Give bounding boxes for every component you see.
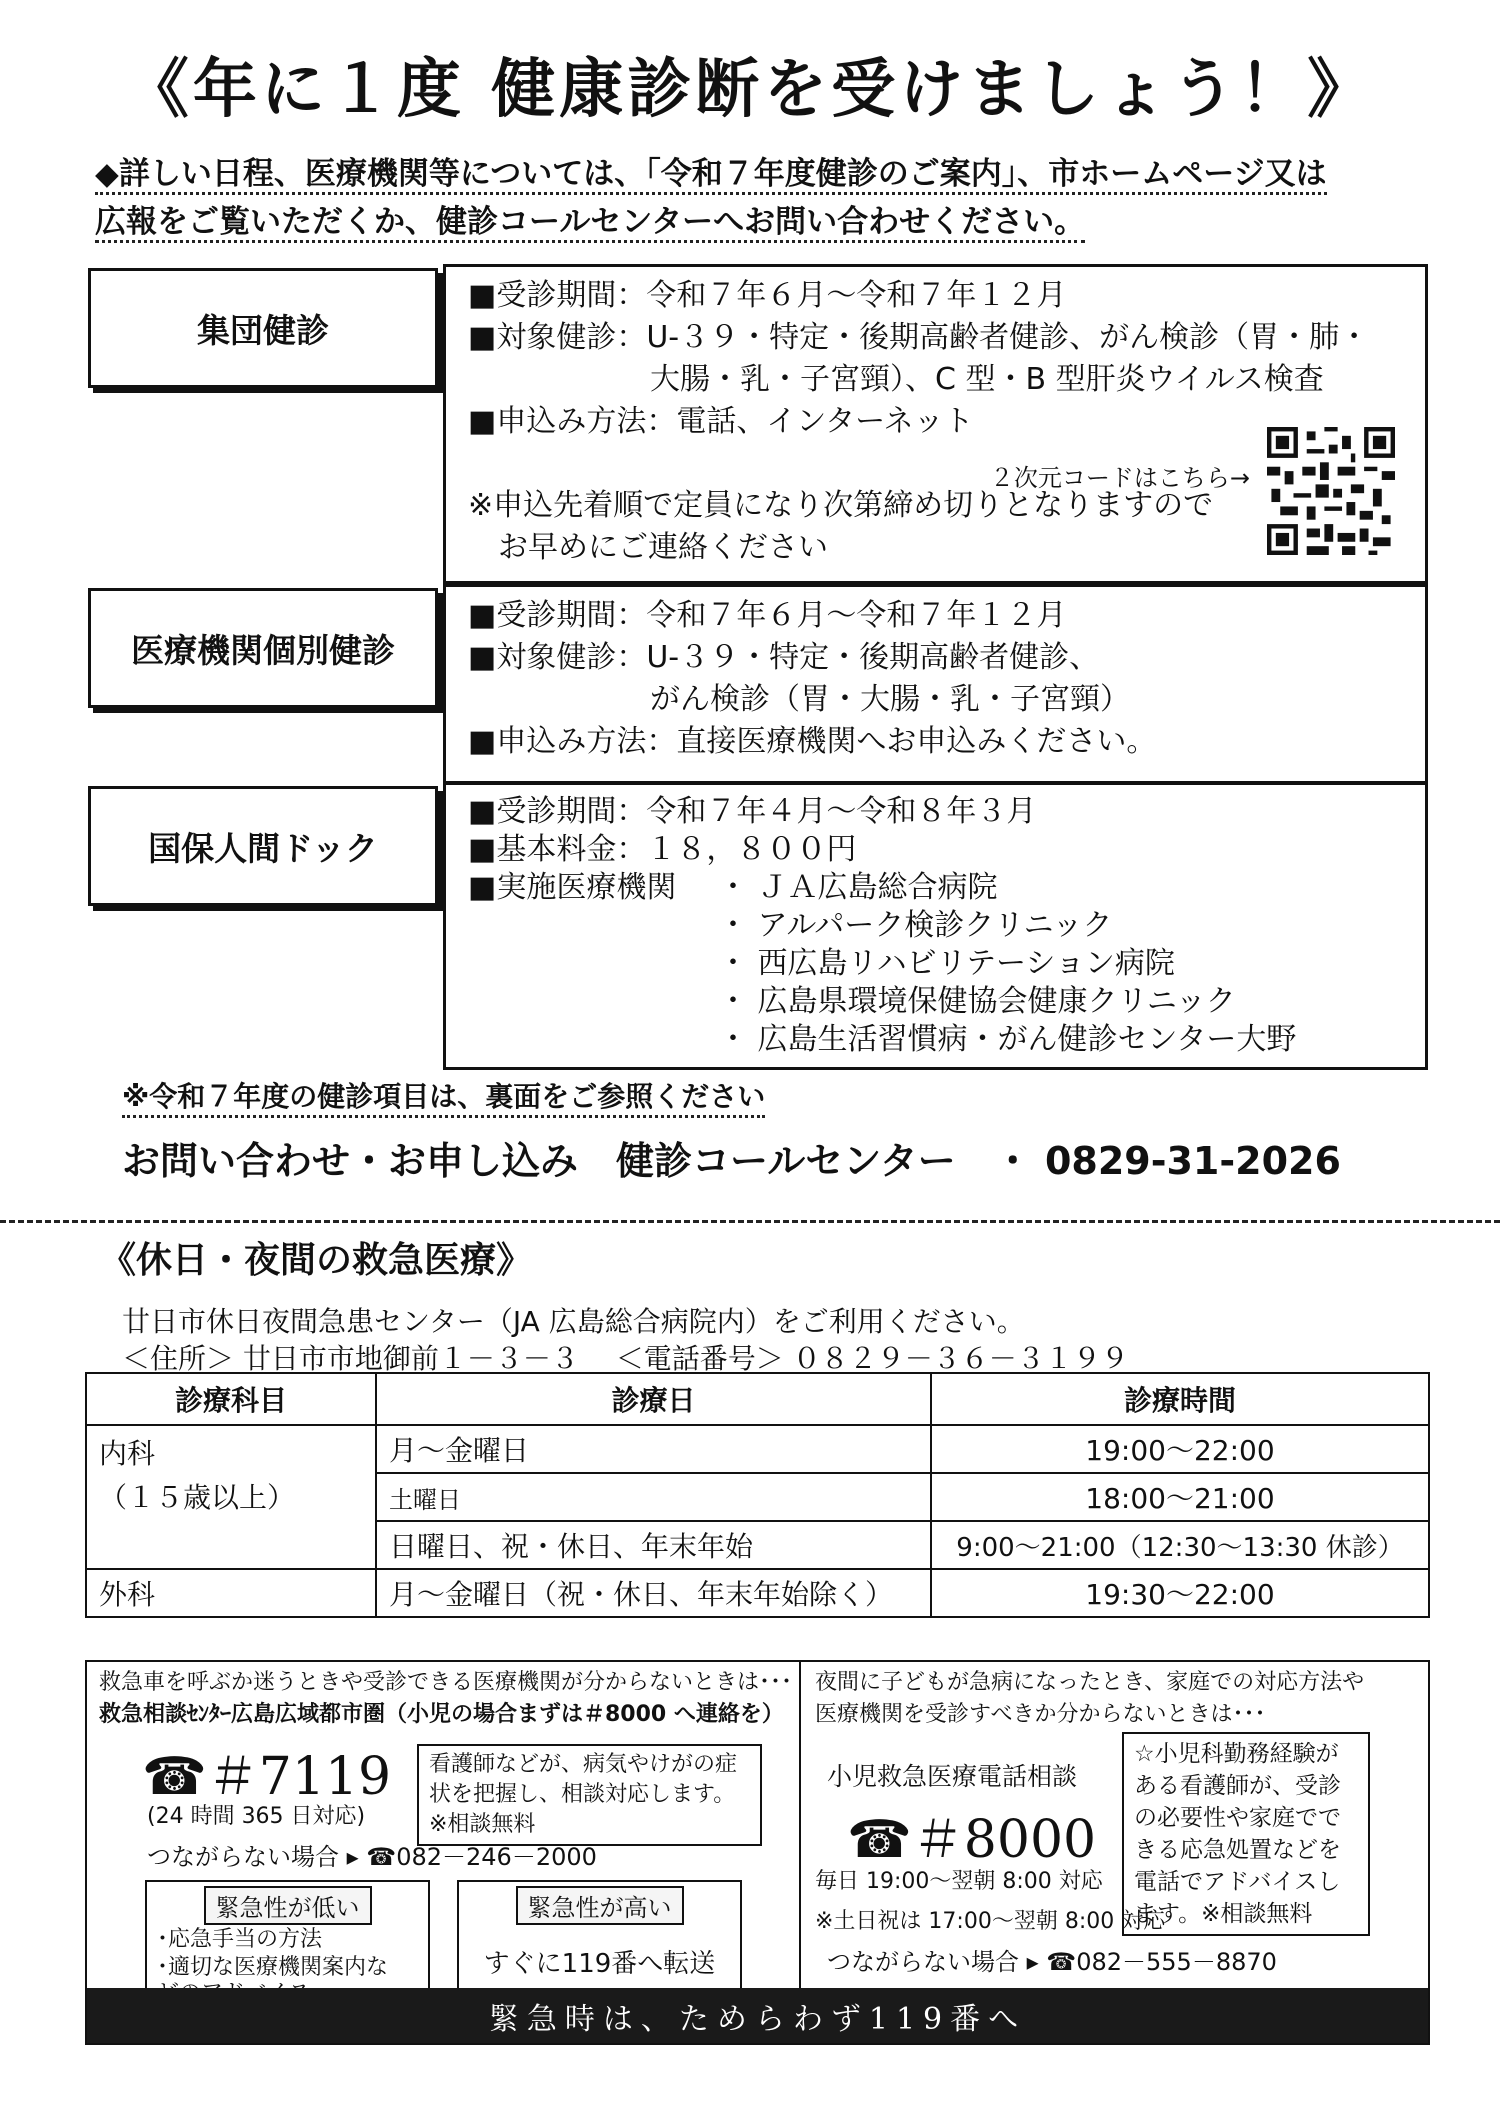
- consultation-box: [85, 1660, 1430, 2045]
- number-7119[interactable]: ☎＃7119: [142, 1747, 392, 1807]
- qr-caption: ２次元コードはこちら→: [989, 464, 1250, 492]
- dock-content: [443, 782, 1428, 1070]
- fallback-7119[interactable]: つながらない場合 ▸ ☎082－246－2000: [147, 1843, 597, 1871]
- dock-period: ■受診期間：令和７年４月～令和８年３月: [468, 794, 1037, 829]
- dock-institution-label: ■実施医療機関: [468, 870, 677, 905]
- hours-7119: (24 時間 365 日対応): [147, 1804, 366, 1829]
- hours-8000: 毎日 19:00～翌朝 8:00 対応: [815, 1869, 1103, 1894]
- group-apply: ■申込み方法：電話、インターネット: [468, 404, 974, 439]
- internal-medicine: 内科 （１５歳以上）: [86, 1425, 376, 1569]
- emergency-address: ＜住所＞ 廿日市市地御前１－３－３ ＜電話番号＞ ０８２９－３６－３１９９: [122, 1342, 1129, 1375]
- weekday-day: 月～金曜日: [376, 1425, 931, 1473]
- individual-target-1: ■対象健診：U-３９・特定・後期高齢者健診、: [468, 640, 1100, 675]
- dock-label: 国保人間ドック: [88, 786, 438, 906]
- high-urgency-box: [457, 1880, 742, 2000]
- qr-code-icon[interactable]: [1267, 427, 1395, 555]
- dock-institution-2: ・ アルパーク検診クリニック: [718, 908, 1113, 943]
- holiday-day: 日曜日、祝・休日、年末年始: [376, 1521, 931, 1569]
- right-intro-2: 医療機関を受診すべきか分からないときは･･･: [815, 1702, 1266, 1727]
- low-urgency-box: [145, 1880, 430, 2000]
- high-urgency-text: すぐに119番へ転送: [483, 1949, 716, 1979]
- dock-institution-4: ・ 広島県環境保健協会健康クリニック: [718, 984, 1236, 1019]
- dock-institution-5: ・ 広島生活習慣病・がん健診センター大野: [718, 1022, 1297, 1057]
- intro-line-2: 広報をご覧いただくか、健診コールセンターへお問い合わせください。: [95, 204, 1085, 243]
- weekend-8000: ※土日祝は 17:00～翌朝 8:00 対応: [815, 1909, 1166, 1934]
- dock-institution-3: ・ 西広島リハビリテーション病院: [718, 946, 1175, 981]
- individual-label: 医療機関個別健診: [88, 588, 438, 708]
- header-time: 診療時間: [931, 1373, 1429, 1425]
- saturday-day: 土曜日: [376, 1473, 931, 1521]
- group-target-2: 大腸・乳・子宮頸）、C 型・B 型肝炎ウイルス検査: [650, 362, 1324, 397]
- left-intro-1: 救急車を呼ぶか迷うときや受診できる医療機関が分からないときは･･･: [99, 1670, 793, 1695]
- header-day: 診療日: [376, 1373, 931, 1425]
- surgery-time: 19:30～22:00: [931, 1569, 1429, 1617]
- group-note-1: ※申込先着順で定員になり次第締め切りとなりますので: [468, 488, 1214, 523]
- back-note: ※令和７年度の健診項目は、裏面をご参照ください: [122, 1075, 765, 1118]
- individual-period: ■受診期間：令和７年６月～令和７年１２月: [468, 598, 1067, 633]
- left-intro-2: 救急相談ｾﾝﾀｰ広島広域都市圏（小児の場合まずは＃8000 へ連絡を）: [99, 1702, 784, 1727]
- individual-content: [443, 584, 1428, 784]
- emergency-banner: 緊急時は、ためらわず119番へ: [87, 1988, 1428, 2043]
- surgery: 外科: [86, 1569, 376, 1617]
- low-urgency-tag: 緊急性が低い: [204, 1886, 372, 1925]
- cut-line: [0, 1220, 1500, 1223]
- intro-line-1: ◆詳しい日程、医療機関等については、「令和７年度健診のご案内」、市ホームページ又は: [95, 156, 1327, 195]
- individual-apply: ■申込み方法：直接医療機関へお申込みください。: [468, 724, 1157, 759]
- group-period: ■受診期間：令和７年６月～令和７年１２月: [468, 278, 1067, 313]
- holiday-time: 9:00～21:00（12:30～13:30 休診）: [931, 1521, 1429, 1569]
- emergency-heading: 《休日・夜間の救急医療》: [100, 1240, 533, 1281]
- desc-8000: ☆小児科勤務経験がある看護師が、受診の必要性や家庭でできる応急処置などを電話でアドバイスします。※相談無料: [1122, 1732, 1370, 1936]
- saturday-time: 18:00～21:00: [931, 1473, 1429, 1521]
- fallback-8000[interactable]: つながらない場合 ▸ ☎082－555－8870: [827, 1948, 1277, 1976]
- dock-fee: ■基本料金：１８，８００円: [468, 832, 857, 867]
- group-content: [443, 264, 1428, 584]
- group-note-2: お早めにご連絡ください: [498, 530, 828, 565]
- emergency-center: 廿日市休日夜間急患センター（JA 広島総合病院内）をご利用ください。: [122, 1305, 1025, 1338]
- individual-target-2: がん検診（胃・大腸・乳・子宮頸）: [650, 682, 1130, 717]
- header-department: 診療科目: [86, 1373, 376, 1425]
- pediatric-title: 小児救急医療電話相談: [827, 1762, 1078, 1791]
- desc-7119: 看護師などが、病気やけがの症状を把握し、相談対応します。※相談無料: [417, 1744, 762, 1846]
- table-row: [86, 1569, 1429, 1617]
- number-8000[interactable]: ☎＃8000: [847, 1810, 1097, 1870]
- low-urgency-1: ･応急手当の方法: [157, 1927, 323, 1952]
- group-label: 集団健診: [88, 268, 438, 388]
- emergency-table: [85, 1372, 1430, 1618]
- table-row: [86, 1425, 1429, 1473]
- dock-institution-1: ・ ＪＡ広島総合病院: [718, 870, 998, 905]
- right-intro-1: 夜間に子どもが急病になったとき、家庭での対応方法や: [815, 1670, 1365, 1695]
- group-target-1: ■対象健診：U-３９・特定・後期高齢者健診、がん検診（胃・肺・: [468, 320, 1370, 355]
- weekday-time: 19:00～22:00: [931, 1425, 1429, 1473]
- surgery-day: 月～金曜日（祝・休日、年末年始除く）: [376, 1569, 931, 1617]
- contact-line: お問い合わせ・お申し込み 健診コールセンター ・ 0829-31-2026: [122, 1139, 1341, 1183]
- high-urgency-tag: 緊急性が高い: [516, 1886, 684, 1925]
- page-title: 《年に１度 健康診断を受けましょう！》: [124, 53, 1376, 127]
- panel-divider: [799, 1662, 801, 1992]
- low-urgency-2: ･適切な医療機関案内な: [157, 1955, 389, 1980]
- intro: [95, 150, 1435, 246]
